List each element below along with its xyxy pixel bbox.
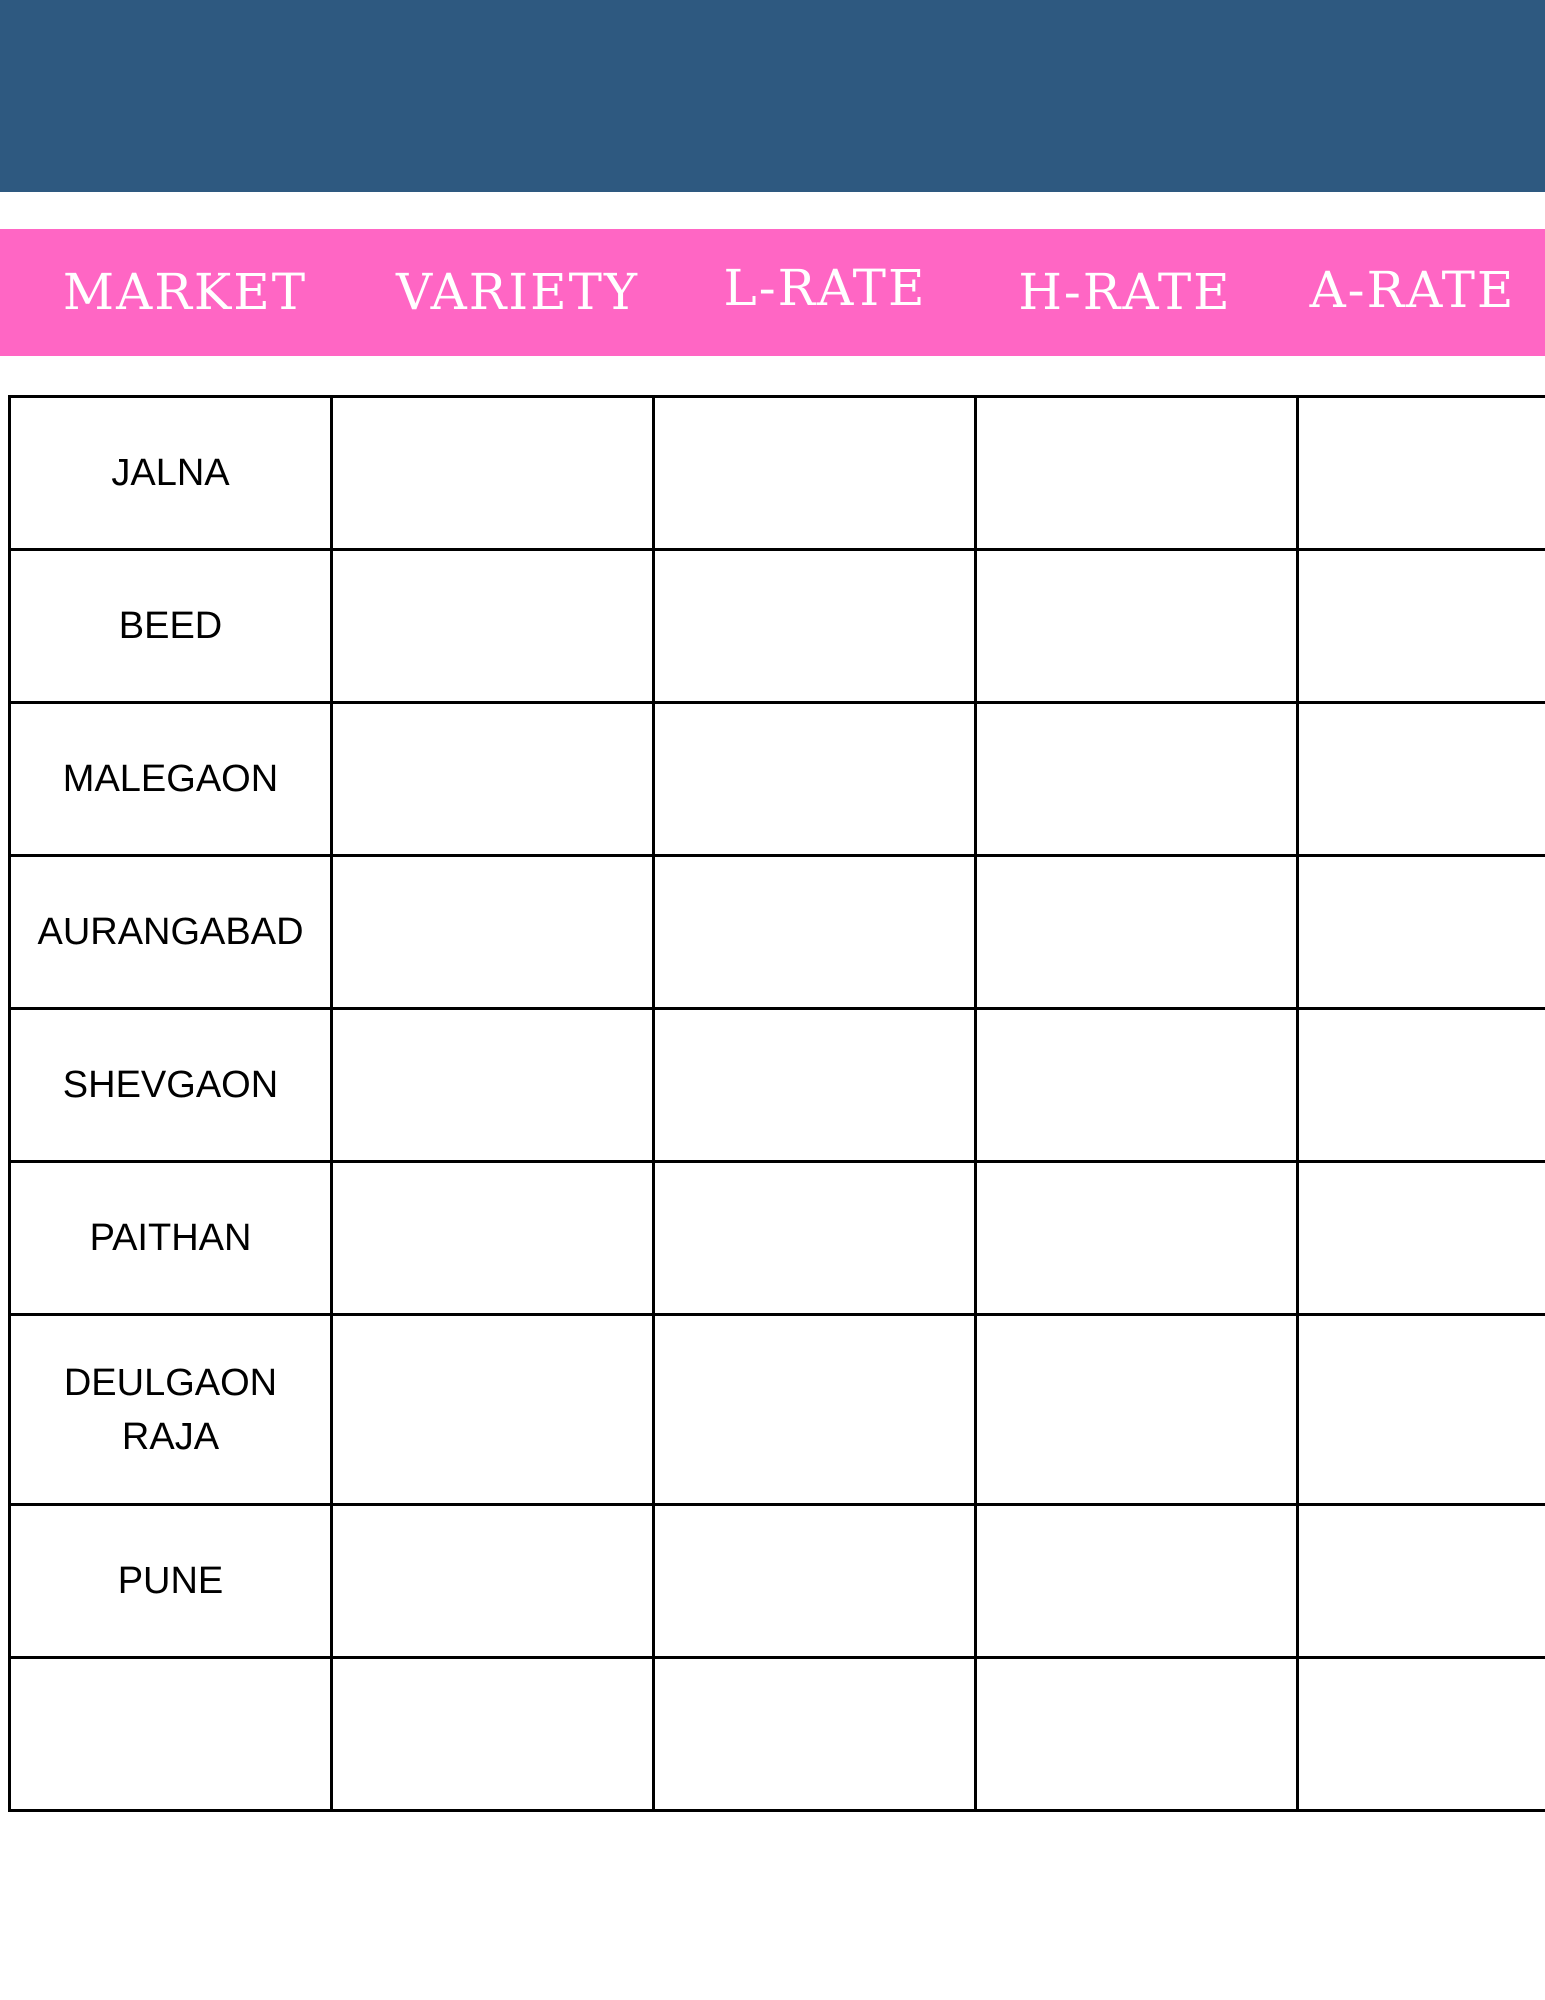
h-rate-cell[interactable]: [976, 1505, 1298, 1658]
table-row: [10, 1009, 1545, 1162]
l-rate-cell[interactable]: [654, 397, 976, 550]
variety-cell[interactable]: [332, 1505, 654, 1658]
market-cell: BEED: [10, 550, 332, 703]
l-rate-cell[interactable]: [654, 1009, 976, 1162]
h-rate-cell[interactable]: [976, 1009, 1298, 1162]
variety-cell[interactable]: [332, 856, 654, 1009]
market-cell-text: DEULGAON RAJA: [63, 1361, 278, 1458]
header-variety: VARIETY: [395, 263, 640, 321]
l-rate-cell[interactable]: [654, 550, 976, 703]
l-rate-cell[interactable]: [654, 1658, 976, 1811]
table-row: [10, 856, 1545, 1009]
l-rate-cell[interactable]: [654, 703, 976, 856]
market-cell[interactable]: [10, 1658, 332, 1811]
variety-cell[interactable]: [332, 1315, 654, 1505]
h-rate-cell[interactable]: [976, 1658, 1298, 1811]
market-cell: JALNA: [10, 397, 332, 550]
table-row: [10, 397, 1545, 550]
market-cell: [10, 1315, 332, 1505]
variety-cell[interactable]: [332, 703, 654, 856]
a-rate-cell[interactable]: [1298, 550, 1545, 703]
h-rate-cell[interactable]: [976, 1162, 1298, 1315]
h-rate-cell[interactable]: [976, 550, 1298, 703]
variety-cell[interactable]: [332, 1162, 654, 1315]
header-market: MARKET: [62, 263, 308, 321]
column-header-bar: [0, 229, 1545, 356]
a-rate-cell[interactable]: [1298, 397, 1545, 550]
h-rate-cell[interactable]: [976, 703, 1298, 856]
l-rate-cell[interactable]: [654, 1162, 976, 1315]
variety-cell[interactable]: [332, 550, 654, 703]
h-rate-cell[interactable]: [976, 856, 1298, 1009]
header-l-rate: L-RATE: [723, 259, 927, 317]
header-a-rate: A-RATE: [1309, 261, 1516, 319]
a-rate-cell[interactable]: [1298, 1162, 1545, 1315]
table-row: [10, 1315, 1545, 1505]
table-row: [10, 703, 1545, 856]
variety-cell[interactable]: [332, 1009, 654, 1162]
variety-cell[interactable]: [332, 1658, 654, 1811]
h-rate-cell[interactable]: [976, 1315, 1298, 1505]
l-rate-cell[interactable]: [654, 856, 976, 1009]
table-row: [10, 1162, 1545, 1315]
market-cell: PAITHAN: [10, 1162, 332, 1315]
table-row: [10, 550, 1545, 703]
top-banner: [0, 0, 1545, 192]
table-row: [10, 1505, 1545, 1658]
a-rate-cell[interactable]: [1298, 1009, 1545, 1162]
a-rate-cell[interactable]: [1298, 703, 1545, 856]
market-rates-table: [8, 395, 1545, 1812]
a-rate-cell[interactable]: [1298, 856, 1545, 1009]
table-row: [10, 1658, 1545, 1811]
header-h-rate: H-RATE: [1018, 263, 1232, 321]
market-cell: PUNE: [10, 1505, 332, 1658]
a-rate-cell[interactable]: [1298, 1658, 1545, 1811]
market-cell: AURANGABAD: [10, 856, 332, 1009]
a-rate-cell[interactable]: [1298, 1505, 1545, 1658]
variety-cell[interactable]: [332, 397, 654, 550]
l-rate-cell[interactable]: [654, 1505, 976, 1658]
l-rate-cell[interactable]: [654, 1315, 976, 1505]
market-cell: MALEGAON: [10, 703, 332, 856]
h-rate-cell[interactable]: [976, 397, 1298, 550]
a-rate-cell[interactable]: [1298, 1315, 1545, 1505]
market-cell: SHEVGAON: [10, 1009, 332, 1162]
